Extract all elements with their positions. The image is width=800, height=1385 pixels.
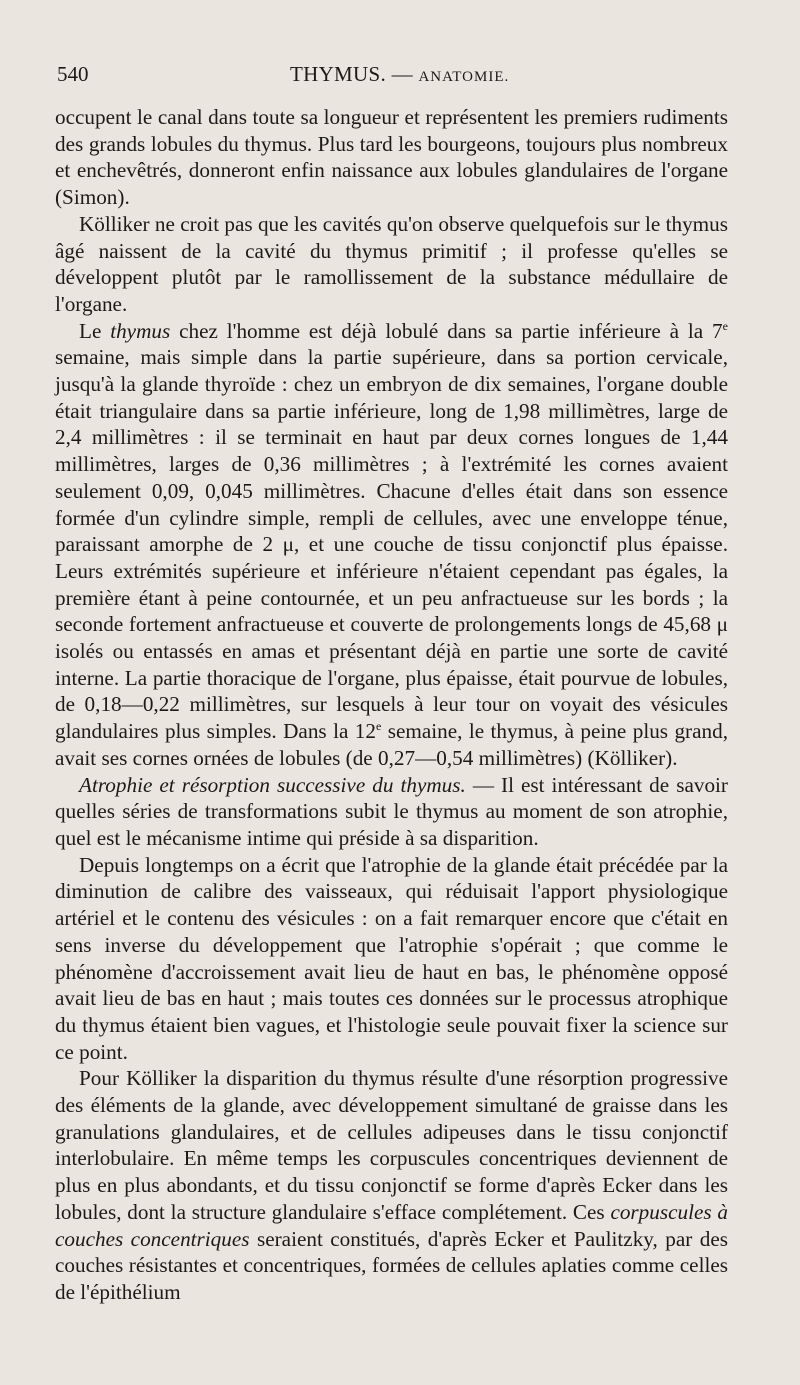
paragraph-4 [55,772,728,852]
paragraph-3-italic: thymus [110,318,171,343]
paragraph-3-part-b: chez l'homme est déjà lobulé dans sa partie inférieure à la 7 [170,318,723,343]
paragraph-3 [55,318,728,772]
superscript-e: e [375,719,382,734]
paragraph-6-part-b: seraient constitués, d'après Ecker et Paulitzky, par des couches résistantes et concentriques, formées de cellules aplaties comme celles de l'épithélium [55,1226,728,1304]
paragraph-5: Depuis longtemps on a écrit que l'atrophie de la glande était précédée par la diminution de calibre des vaisseaux, qui réduisait l'apport physiologique artériel et le contenu des vésicules : on a fait remarquer encore que c'était en sens inverse du développement que l'atrophie s'opérait ; que comme le phénomène d'accroissement avait lieu de haut en bas, le phénomène opposé avait lieu de bas en haut ; mais toutes ces données sur le processus atrophique du thymus étaient bien vagues, et l'histologie seule pouvait fixer la science sur ce point. [55,852,728,1064]
paragraph-3-part-a: Le [79,318,111,343]
paragraph-6-part-a: Pour Kölliker la disparition du thymus résulte d'une résorption progressive des éléments de la glande, avec développement simultané de graisse dans les granulations glandulaires, et de cellules adipeuses dans le tissu conjonctif interlobulaire. En même temps les corpuscules concentriques deviennent de plus en plus abondants, et du tissu conjonctif se forme d'après Ecker dans les lobules, dont la structure glandulaire s'efface complétement. Ces [55,1066,728,1224]
page-number: 540 [57,62,89,86]
body-text [55,104,728,1306]
running-head-dash: — [386,62,419,86]
paragraph-4-text: — Il est intéressant de savoir quelles séries de transformations subit le thymus au moment de son atrophie, quel est le mécanisme intime qui préside à sa disparition. [55,772,728,850]
paragraph-6 [55,1065,728,1305]
superscript-e: e [722,318,728,333]
page-header [55,62,728,92]
paragraph-1: occupent le canal dans toute sa longueur et représentent les premiers rudiments des grands lobules du thymus. Plus tard les bourgeons, toujours plus nombreux et enchevêtrés, donneront enfin naissance aux lobules glandulaires de l'organe (Simon). [55,105,728,210]
paragraph-2: Kölliker ne croit pas que les cavités qu'on observe quelquefois sur le thymus âgé naissent de la cavité du thymus primitif ; il professe qu'elles se développent plutôt par le ramollissement de la substance médullaire de l'organe. [55,211,728,316]
running-head-title: THYMUS. [290,62,387,86]
paragraph-3-part-c: semaine, mais simple dans la partie supérieure, dans sa portion cervicale, jusqu'à la glande thyroïde : chez un embryon de dix semaines, l'organe double était triangulaire dans sa partie inférieure, long de 1,98 millimètres, large de 2,4 millimètres : il se terminait en haut par deux cornes longues de 1,44 millimètres, larges de 0,36 millimètres ; à l'extrémité les cornes avaient seulement 0,09, 0,045 millimètres. Chacune d'elles était dans son essence formée d'un cylindre simple, rempli de cellules, avec une enveloppe ténue, paraissant amorphe de 2 μ, et une couche de tissu conjonctif plus épaisse. Leurs extrémités supérieure et inférieure n'étaient cependant pas égales, la première étant à peine contournée, et un peu anfractueuse sur les bords ; la seconde fortement anfractueuse et couverte de prolongements longs de 45,68 μ isolés ou entassés en amas et présentant déjà en partie une sorte de cavité interne. La partie thoracique de l'organe, plus épaisse, était pourvue de lobules, de 0,18—0,22 millimètres, sur lesquels à leur tour on voyait des vésicules glandulaires plus simples. Dans la 12 [55,345,728,744]
running-head [290,62,509,87]
running-head-section: ANATOMIE. [418,69,510,85]
paragraph-3-part-d: semaine, le thymus, à peine plus grand, avait ses cornes ornées de lobules (de 0,27—0,54 millimètres) (Kölliker). [55,719,728,770]
section-heading-italic: Atrophie et résorption successive du thymus. [79,772,466,797]
paragraph-6-italic: corpuscules à couches concentriques [55,1199,728,1251]
